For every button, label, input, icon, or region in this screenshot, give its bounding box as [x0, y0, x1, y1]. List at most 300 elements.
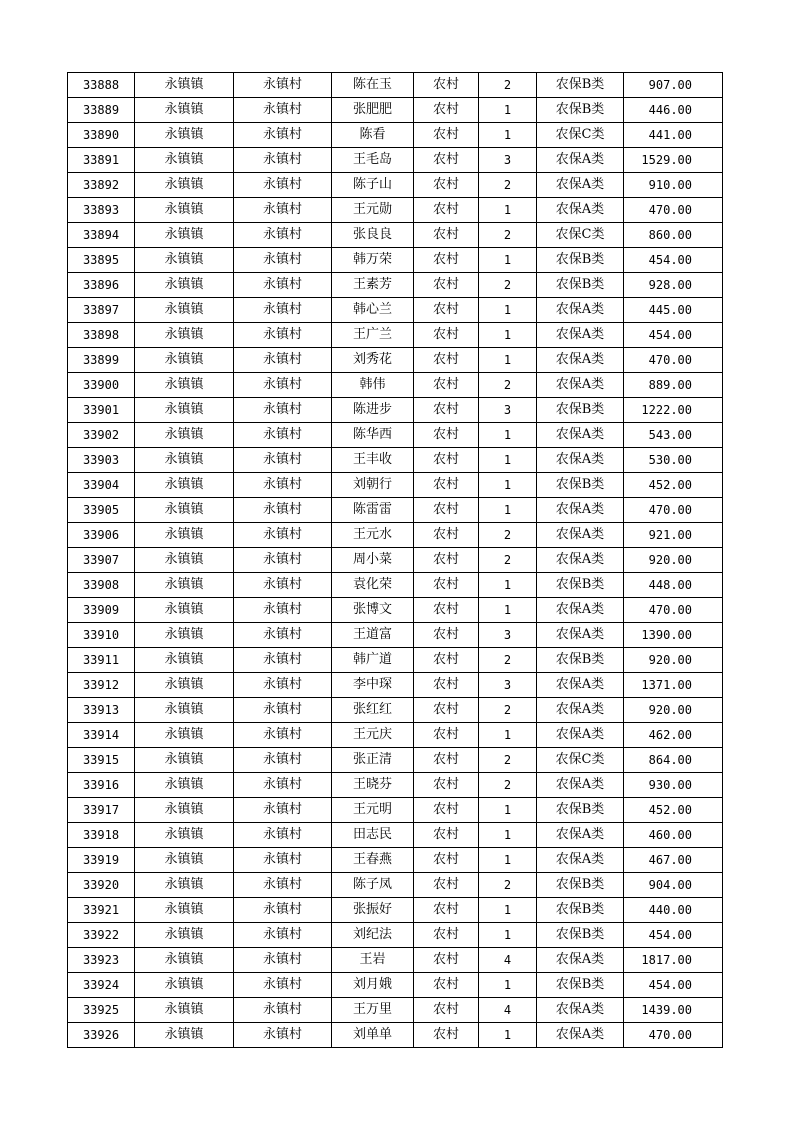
town-cell: 永镇镇 — [135, 573, 234, 598]
name-cell: 李中琛 — [332, 673, 414, 698]
table-row — [68, 423, 723, 448]
household-type-cell: 农村 — [414, 398, 479, 423]
insurance-class-cell: 农保A类 — [537, 348, 624, 373]
village-cell: 永镇村 — [234, 348, 332, 373]
town-cell: 永镇镇 — [135, 473, 234, 498]
table-row — [68, 648, 723, 673]
village-cell: 永镇村 — [234, 998, 332, 1023]
village-cell: 永镇村 — [234, 948, 332, 973]
household-type-cell: 农村 — [414, 1023, 479, 1048]
insurance-class-cell: 农保A类 — [537, 948, 624, 973]
village-cell: 永镇村 — [234, 848, 332, 873]
table-row — [68, 998, 723, 1023]
household-type-cell: 农村 — [414, 648, 479, 673]
name-cell: 韩伟 — [332, 373, 414, 398]
village-cell: 永镇村 — [234, 223, 332, 248]
amount-cell: 446.00 — [624, 98, 723, 123]
town-cell: 永镇镇 — [135, 1023, 234, 1048]
record-id-cell: 33891 — [68, 148, 135, 173]
town-cell: 永镇镇 — [135, 873, 234, 898]
name-cell: 陈子山 — [332, 173, 414, 198]
village-cell: 永镇村 — [234, 973, 332, 998]
household-type-cell: 农村 — [414, 873, 479, 898]
name-cell: 王道富 — [332, 623, 414, 648]
household-type-cell: 农村 — [414, 273, 479, 298]
table-row — [68, 348, 723, 373]
member-count-cell: 2 — [479, 648, 537, 673]
roster-body — [68, 73, 723, 1048]
village-cell: 永镇村 — [234, 148, 332, 173]
record-id-cell: 33889 — [68, 98, 135, 123]
amount-cell: 452.00 — [624, 473, 723, 498]
member-count-cell: 3 — [479, 673, 537, 698]
insurance-class-cell: 农保B类 — [537, 873, 624, 898]
member-count-cell: 1 — [479, 573, 537, 598]
table-row — [68, 1023, 723, 1048]
household-type-cell: 农村 — [414, 748, 479, 773]
record-id-cell: 33911 — [68, 648, 135, 673]
household-type-cell: 农村 — [414, 248, 479, 273]
record-id-cell: 33920 — [68, 873, 135, 898]
town-cell: 永镇镇 — [135, 423, 234, 448]
amount-cell: 864.00 — [624, 748, 723, 773]
village-cell: 永镇村 — [234, 648, 332, 673]
town-cell: 永镇镇 — [135, 323, 234, 348]
village-cell: 永镇村 — [234, 798, 332, 823]
household-type-cell: 农村 — [414, 573, 479, 598]
amount-cell: 470.00 — [624, 498, 723, 523]
record-id-cell: 33903 — [68, 448, 135, 473]
town-cell: 永镇镇 — [135, 773, 234, 798]
record-id-cell: 33904 — [68, 473, 135, 498]
record-id-cell: 33912 — [68, 673, 135, 698]
insurance-class-cell: 农保B类 — [537, 398, 624, 423]
table-row — [68, 823, 723, 848]
amount-cell: 448.00 — [624, 573, 723, 598]
insurance-class-cell: 农保B类 — [537, 798, 624, 823]
record-id-cell: 33919 — [68, 848, 135, 873]
table-row — [68, 723, 723, 748]
village-cell: 永镇村 — [234, 298, 332, 323]
record-id-cell: 33900 — [68, 373, 135, 398]
household-type-cell: 农村 — [414, 548, 479, 573]
insurance-class-cell: 农保A类 — [537, 998, 624, 1023]
amount-cell: 889.00 — [624, 373, 723, 398]
village-cell: 永镇村 — [234, 498, 332, 523]
table-row — [68, 248, 723, 273]
household-type-cell: 农村 — [414, 298, 479, 323]
village-cell: 永镇村 — [234, 623, 332, 648]
name-cell: 陈进步 — [332, 398, 414, 423]
table-row — [68, 223, 723, 248]
town-cell: 永镇镇 — [135, 298, 234, 323]
household-type-cell: 农村 — [414, 373, 479, 398]
insurance-class-cell: 农保A类 — [537, 148, 624, 173]
insurance-class-cell: 农保A类 — [537, 523, 624, 548]
record-id-cell: 33898 — [68, 323, 135, 348]
name-cell: 韩心兰 — [332, 298, 414, 323]
household-type-cell: 农村 — [414, 98, 479, 123]
town-cell: 永镇镇 — [135, 348, 234, 373]
household-type-cell: 农村 — [414, 423, 479, 448]
town-cell: 永镇镇 — [135, 248, 234, 273]
amount-cell: 530.00 — [624, 448, 723, 473]
amount-cell: 860.00 — [624, 223, 723, 248]
member-count-cell: 2 — [479, 698, 537, 723]
amount-cell: 470.00 — [624, 198, 723, 223]
name-cell: 陈看 — [332, 123, 414, 148]
household-type-cell: 农村 — [414, 148, 479, 173]
record-id-cell: 33917 — [68, 798, 135, 823]
household-type-cell: 农村 — [414, 948, 479, 973]
table-row — [68, 498, 723, 523]
record-id-cell: 33897 — [68, 298, 135, 323]
name-cell: 王春燕 — [332, 848, 414, 873]
insurance-class-cell: 农保A类 — [537, 723, 624, 748]
insurance-class-cell: 农保A类 — [537, 373, 624, 398]
table-row — [68, 548, 723, 573]
household-type-cell: 农村 — [414, 773, 479, 798]
insurance-class-cell: 农保A类 — [537, 498, 624, 523]
member-count-cell: 1 — [479, 498, 537, 523]
name-cell: 田志民 — [332, 823, 414, 848]
member-count-cell: 1 — [479, 448, 537, 473]
village-cell: 永镇村 — [234, 123, 332, 148]
member-count-cell: 2 — [479, 173, 537, 198]
insurance-class-cell: 农保B类 — [537, 98, 624, 123]
amount-cell: 445.00 — [624, 298, 723, 323]
table-row — [68, 573, 723, 598]
name-cell: 刘单单 — [332, 1023, 414, 1048]
table-row — [68, 748, 723, 773]
table-row — [68, 948, 723, 973]
village-cell: 永镇村 — [234, 923, 332, 948]
amount-cell: 441.00 — [624, 123, 723, 148]
village-cell: 永镇村 — [234, 548, 332, 573]
village-cell: 永镇村 — [234, 773, 332, 798]
record-id-cell: 33896 — [68, 273, 135, 298]
name-cell: 王万里 — [332, 998, 414, 1023]
table-row — [68, 923, 723, 948]
town-cell: 永镇镇 — [135, 898, 234, 923]
village-cell: 永镇村 — [234, 673, 332, 698]
table-row — [68, 373, 723, 398]
member-count-cell: 1 — [479, 98, 537, 123]
amount-cell: 543.00 — [624, 423, 723, 448]
member-count-cell: 1 — [479, 323, 537, 348]
village-cell: 永镇村 — [234, 473, 332, 498]
amount-cell: 1817.00 — [624, 948, 723, 973]
record-id-cell: 33901 — [68, 398, 135, 423]
town-cell: 永镇镇 — [135, 223, 234, 248]
town-cell: 永镇镇 — [135, 823, 234, 848]
insurance-class-cell: 农保A类 — [537, 848, 624, 873]
amount-cell: 921.00 — [624, 523, 723, 548]
member-count-cell: 1 — [479, 798, 537, 823]
record-id-cell: 33890 — [68, 123, 135, 148]
member-count-cell: 2 — [479, 373, 537, 398]
insurance-class-cell: 农保B类 — [537, 273, 624, 298]
town-cell: 永镇镇 — [135, 723, 234, 748]
table-row — [68, 198, 723, 223]
town-cell: 永镇镇 — [135, 498, 234, 523]
household-type-cell: 农村 — [414, 123, 479, 148]
insurance-class-cell: 农保B类 — [537, 573, 624, 598]
village-cell: 永镇村 — [234, 448, 332, 473]
village-cell: 永镇村 — [234, 398, 332, 423]
record-id-cell: 33921 — [68, 898, 135, 923]
household-type-cell: 农村 — [414, 798, 479, 823]
town-cell: 永镇镇 — [135, 673, 234, 698]
household-type-cell: 农村 — [414, 323, 479, 348]
member-count-cell: 3 — [479, 623, 537, 648]
village-cell: 永镇村 — [234, 248, 332, 273]
town-cell: 永镇镇 — [135, 598, 234, 623]
amount-cell: 460.00 — [624, 823, 723, 848]
town-cell: 永镇镇 — [135, 123, 234, 148]
member-count-cell: 1 — [479, 598, 537, 623]
insurance-class-cell: 农保C类 — [537, 223, 624, 248]
amount-cell: 920.00 — [624, 648, 723, 673]
record-id-cell: 33908 — [68, 573, 135, 598]
household-type-cell: 农村 — [414, 823, 479, 848]
household-type-cell: 农村 — [414, 448, 479, 473]
town-cell: 永镇镇 — [135, 148, 234, 173]
village-cell: 永镇村 — [234, 73, 332, 98]
record-id-cell: 33906 — [68, 523, 135, 548]
household-type-cell: 农村 — [414, 223, 479, 248]
member-count-cell: 1 — [479, 1023, 537, 1048]
name-cell: 韩广道 — [332, 648, 414, 673]
table-row — [68, 623, 723, 648]
name-cell: 王元明 — [332, 798, 414, 823]
village-cell: 永镇村 — [234, 698, 332, 723]
town-cell: 永镇镇 — [135, 648, 234, 673]
table-row — [68, 448, 723, 473]
name-cell: 王元勋 — [332, 198, 414, 223]
town-cell: 永镇镇 — [135, 798, 234, 823]
record-id-cell: 33910 — [68, 623, 135, 648]
member-count-cell: 1 — [479, 123, 537, 148]
insurance-class-cell: 农保A类 — [537, 448, 624, 473]
table-row — [68, 523, 723, 548]
amount-cell: 1390.00 — [624, 623, 723, 648]
member-count-cell: 1 — [479, 723, 537, 748]
village-cell: 永镇村 — [234, 1023, 332, 1048]
amount-cell: 1439.00 — [624, 998, 723, 1023]
insurance-class-cell: 农保B类 — [537, 248, 624, 273]
household-type-cell: 农村 — [414, 198, 479, 223]
member-count-cell: 1 — [479, 848, 537, 873]
name-cell: 周小菜 — [332, 548, 414, 573]
record-id-cell: 33902 — [68, 423, 135, 448]
record-id-cell: 33922 — [68, 923, 135, 948]
member-count-cell: 2 — [479, 773, 537, 798]
amount-cell: 467.00 — [624, 848, 723, 873]
amount-cell: 1222.00 — [624, 398, 723, 423]
town-cell: 永镇镇 — [135, 173, 234, 198]
town-cell: 永镇镇 — [135, 98, 234, 123]
village-cell: 永镇村 — [234, 898, 332, 923]
insurance-class-cell: 农保B类 — [537, 73, 624, 98]
member-count-cell: 1 — [479, 423, 537, 448]
record-id-cell: 33888 — [68, 73, 135, 98]
amount-cell: 907.00 — [624, 73, 723, 98]
insurance-class-cell: 农保B类 — [537, 923, 624, 948]
village-cell: 永镇村 — [234, 873, 332, 898]
household-type-cell: 农村 — [414, 523, 479, 548]
record-id-cell: 33894 — [68, 223, 135, 248]
amount-cell: 904.00 — [624, 873, 723, 898]
table-row — [68, 298, 723, 323]
household-type-cell: 农村 — [414, 73, 479, 98]
town-cell: 永镇镇 — [135, 948, 234, 973]
record-id-cell: 33909 — [68, 598, 135, 623]
record-id-cell: 33895 — [68, 248, 135, 273]
town-cell: 永镇镇 — [135, 448, 234, 473]
household-type-cell: 农村 — [414, 898, 479, 923]
record-id-cell: 33918 — [68, 823, 135, 848]
name-cell: 张红红 — [332, 698, 414, 723]
record-id-cell: 33925 — [68, 998, 135, 1023]
amount-cell: 470.00 — [624, 598, 723, 623]
amount-cell: 1371.00 — [624, 673, 723, 698]
household-type-cell: 农村 — [414, 173, 479, 198]
table-row — [68, 798, 723, 823]
insurance-class-cell: 农保A类 — [537, 298, 624, 323]
insurance-class-cell: 农保A类 — [537, 698, 624, 723]
village-cell: 永镇村 — [234, 98, 332, 123]
name-cell: 刘朝行 — [332, 473, 414, 498]
amount-cell: 928.00 — [624, 273, 723, 298]
household-type-cell: 农村 — [414, 998, 479, 1023]
village-cell: 永镇村 — [234, 198, 332, 223]
town-cell: 永镇镇 — [135, 198, 234, 223]
amount-cell: 470.00 — [624, 1023, 723, 1048]
insurance-class-cell: 农保A类 — [537, 423, 624, 448]
member-count-cell: 3 — [479, 398, 537, 423]
insurance-class-cell: 农保C类 — [537, 123, 624, 148]
record-id-cell: 33924 — [68, 973, 135, 998]
name-cell: 王元庆 — [332, 723, 414, 748]
name-cell: 陈子凤 — [332, 873, 414, 898]
village-cell: 永镇村 — [234, 823, 332, 848]
village-cell: 永镇村 — [234, 173, 332, 198]
insurance-class-cell: 农保A类 — [537, 773, 624, 798]
amount-cell: 1529.00 — [624, 148, 723, 173]
village-cell: 永镇村 — [234, 598, 332, 623]
member-count-cell: 1 — [479, 898, 537, 923]
member-count-cell: 1 — [479, 473, 537, 498]
household-type-cell: 农村 — [414, 498, 479, 523]
name-cell: 袁化荣 — [332, 573, 414, 598]
household-type-cell: 农村 — [414, 848, 479, 873]
town-cell: 永镇镇 — [135, 698, 234, 723]
name-cell: 张博文 — [332, 598, 414, 623]
table-row — [68, 323, 723, 348]
table-row — [68, 173, 723, 198]
insurance-class-cell: 农保A类 — [537, 173, 624, 198]
member-count-cell: 1 — [479, 923, 537, 948]
insurance-class-cell: 农保B类 — [537, 473, 624, 498]
record-id-cell: 33914 — [68, 723, 135, 748]
table-row — [68, 873, 723, 898]
town-cell: 永镇镇 — [135, 523, 234, 548]
subsidy-roster-table — [67, 72, 723, 1048]
record-id-cell: 33913 — [68, 698, 135, 723]
table-row — [68, 598, 723, 623]
insurance-class-cell: 农保A类 — [537, 548, 624, 573]
name-cell: 王毛岛 — [332, 148, 414, 173]
insurance-class-cell: 农保C类 — [537, 748, 624, 773]
table-row — [68, 148, 723, 173]
table-row — [68, 848, 723, 873]
town-cell: 永镇镇 — [135, 73, 234, 98]
insurance-class-cell: 农保B类 — [537, 898, 624, 923]
name-cell: 刘月娥 — [332, 973, 414, 998]
household-type-cell: 农村 — [414, 723, 479, 748]
household-type-cell: 农村 — [414, 673, 479, 698]
village-cell: 永镇村 — [234, 573, 332, 598]
village-cell: 永镇村 — [234, 723, 332, 748]
amount-cell: 920.00 — [624, 548, 723, 573]
member-count-cell: 2 — [479, 748, 537, 773]
table-row — [68, 273, 723, 298]
amount-cell: 470.00 — [624, 348, 723, 373]
town-cell: 永镇镇 — [135, 398, 234, 423]
member-count-cell: 1 — [479, 973, 537, 998]
household-type-cell: 农村 — [414, 973, 479, 998]
record-id-cell: 33892 — [68, 173, 135, 198]
table-row — [68, 898, 723, 923]
name-cell: 张正清 — [332, 748, 414, 773]
village-cell: 永镇村 — [234, 523, 332, 548]
insurance-class-cell: 农保A类 — [537, 198, 624, 223]
table-row — [68, 773, 723, 798]
table-row — [68, 123, 723, 148]
member-count-cell: 1 — [479, 248, 537, 273]
amount-cell: 454.00 — [624, 323, 723, 348]
town-cell: 永镇镇 — [135, 998, 234, 1023]
record-id-cell: 33923 — [68, 948, 135, 973]
member-count-cell: 1 — [479, 823, 537, 848]
name-cell: 王素芳 — [332, 273, 414, 298]
amount-cell: 454.00 — [624, 923, 723, 948]
name-cell: 王晓芬 — [332, 773, 414, 798]
amount-cell: 454.00 — [624, 973, 723, 998]
name-cell: 陈在玉 — [332, 73, 414, 98]
member-count-cell: 2 — [479, 548, 537, 573]
name-cell: 王元水 — [332, 523, 414, 548]
household-type-cell: 农村 — [414, 348, 479, 373]
village-cell: 永镇村 — [234, 373, 332, 398]
member-count-cell: 2 — [479, 73, 537, 98]
member-count-cell: 1 — [479, 198, 537, 223]
village-cell: 永镇村 — [234, 323, 332, 348]
amount-cell: 454.00 — [624, 248, 723, 273]
member-count-cell: 2 — [479, 873, 537, 898]
insurance-class-cell: 农保B类 — [537, 973, 624, 998]
table-row — [68, 673, 723, 698]
village-cell: 永镇村 — [234, 273, 332, 298]
insurance-class-cell: 农保A类 — [537, 823, 624, 848]
insurance-class-cell: 农保A类 — [537, 623, 624, 648]
town-cell: 永镇镇 — [135, 973, 234, 998]
member-count-cell: 2 — [479, 523, 537, 548]
member-count-cell: 4 — [479, 948, 537, 973]
amount-cell: 462.00 — [624, 723, 723, 748]
record-id-cell: 33893 — [68, 198, 135, 223]
